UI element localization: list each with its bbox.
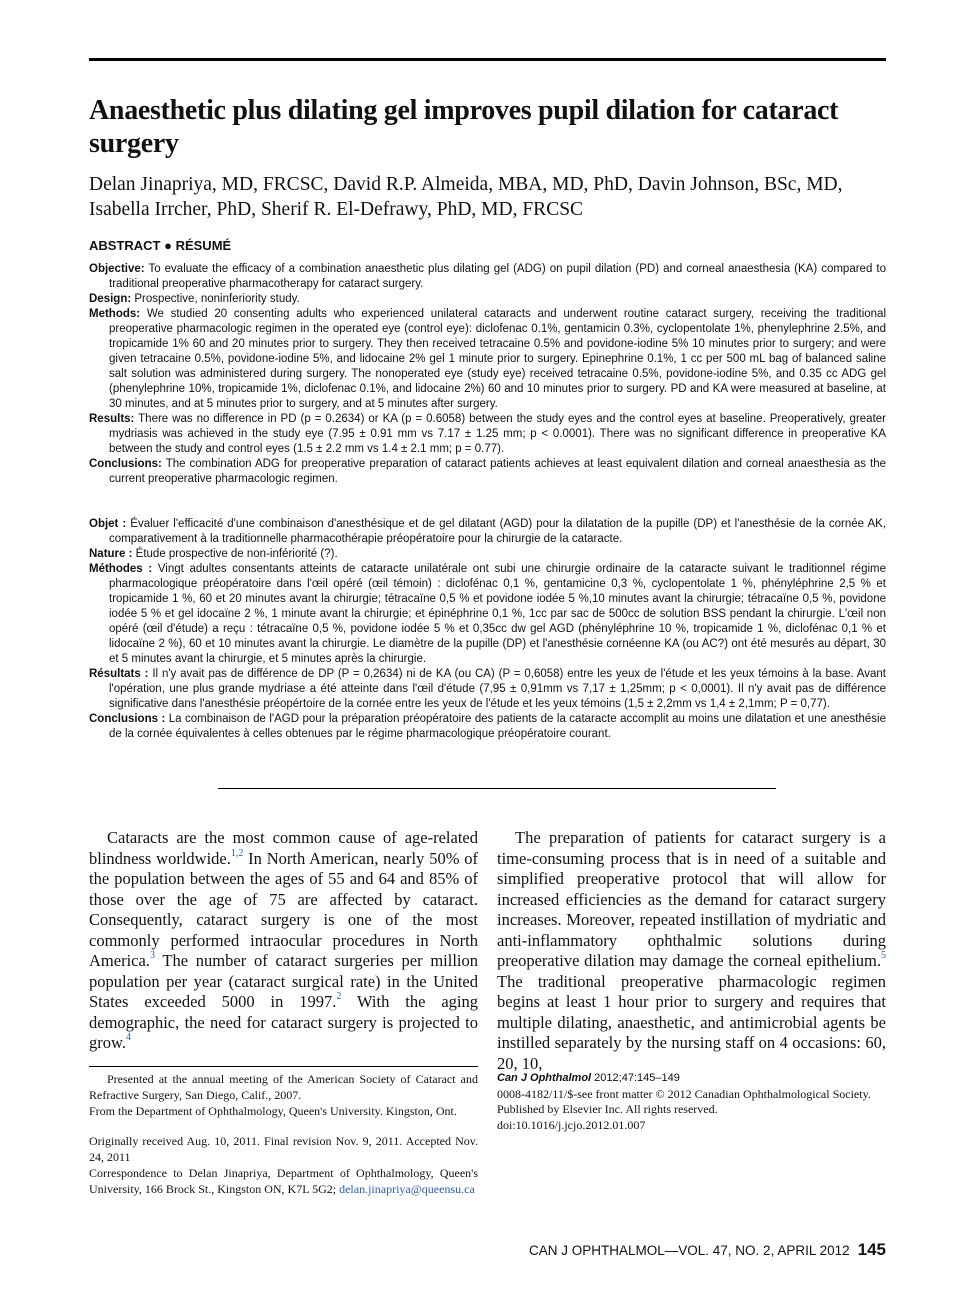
article-title: Anaesthetic plus dilating gel improves pupil dilation for cataract surgery [89,95,839,159]
citation-link[interactable]: 5 [881,950,886,961]
resume-resultats-label: Résultats : [89,668,149,680]
resume-conclusions [89,712,886,742]
page-number: 145 [857,1240,886,1259]
body-paragraph-left [89,828,478,1054]
abstract-methods-text: We studied 20 consenting adults who experienced unilateral cataracts and underwent routine cataract surgery, receiving the traditional preoperative pharmacologic regimen in the operated eye (control eye): diclofenac 0.1%, gentamicin 0.3%, cyclopentolate 1%, phenylephrine 2.5%, and tropicamide 1% 60 and 20 minutes prior to surgery. They then received tetracaine 0.5% and povidone-iodine 5% 10 minutes prior to surgery; and were given tetracaine 0.5%, povidone-iodine 5%, and lidocaine 2% gel 1 minute prior to surgery. Epinephrine 0.1%, 1 cc per 500 mL bag of balanced saline salt solution was administered during surgery. The nonoperated eye (study eye) received tetracaine 0.5%, povidone-iodine 5%, and 0.35 cc ADG gel (phenylephrine 10%, tropicamide 1%, diclofenac 0.1%, and lidocaine 2%) 60 and 10 minutes prior to surgery. PD and KA were measured at baseline, at 30 minutes, and at 5 minutes prior to surgery, and at 5 minutes after surgery. [109,308,886,410]
footnote-affiliation: From the Department of Ophthalmology, Queen's University. Kingston, Ont. [89,1104,457,1118]
citation-link[interactable]: 1,2 [230,847,244,859]
author-list: Delan Jinapriya, MD, FRCSC, David R.P. Almeida, MBA, MD, PhD, Davin Johnson, BSc, MD, Isabella Irrcher, PhD, Sherif R. El-Defrawy, PhD, MD, FRCSC [89,174,843,220]
resume-conclusions-text: La combinaison de l'AGD pour la préparation préopératoire des patients de la cataracte accomplit au moins une dilatation et une anesthésie de la cornée équivalentes à celles obtenues par le régime pharmacologique préopératoire courant. [109,713,886,740]
resume-nature [89,547,886,562]
abstract-conclusions [89,457,886,487]
resume-nature-text: Étude prospective de non-infériorité (?). [135,548,338,560]
footnote-presented: Presented at the annual meeting of the American Society of Cataract and Refractive Surgery, San Diego, Calif., 2007. [89,1072,478,1102]
footnote-correspondence [89,1165,478,1197]
resume-methodes [89,562,886,667]
page-footer [529,1240,886,1260]
abstract-french [89,517,886,742]
resume-objet-label: Objet : [89,518,127,530]
abstract-methods-label: Methods: [89,308,141,320]
abstract-objective-text: To evaluate the efficacy of a combination anaesthetic plus dilating gel (ADG) on pupil dilation (PD) and corneal anaesthesia (KA) compared to traditional preoperative pharmacotherapy for cataract surgery. [109,263,886,290]
footnote-received: Originally received Aug. 10, 2011. Final revision Nov. 9, 2011. Accepted Nov. 24, 2011 [89,1134,478,1164]
citation-link[interactable]: 4 [125,1032,131,1043]
email-link[interactable]: delan.jinapriya@queensu.ca [339,1182,475,1196]
resume-conclusions-label: Conclusions : [89,713,166,725]
abstract-conclusions-label: Conclusions: [89,458,162,470]
abstract-design-text: Prospective, noninferiority study. [134,293,300,305]
abstract-design [89,292,886,307]
abstract-heading: ABSTRACT ● RÉSUMÉ [89,238,232,253]
resume-objet-text: Évaluer l'efficacité d'une combinaison d'anesthésique et de gel dilatant (AGD) pour la dilatation de la pupille (DP) et l'anesthésie de la cornée AK, comparativement à la traditionnelle pharmacothérapie préopératoire pour la chirurgie de la cataracte. [109,518,886,545]
body-left-text-1: Cataracts are the most common cause of age-related blindness worldwide. [89,828,478,868]
body-left-text-4: With the aging demographic, the need for cataract surgery is projected to grow. [89,992,478,1052]
journal-name: Can J Ophthalmol [497,1072,592,1084]
footnotes [89,1071,478,1197]
body-left-text-2: In North American, nearly 50% of the population between the ages of 55 and 64 and 85% of those over the age of 75 are affected by cataract. Consequently, cataract surgery is one of the most commonly performed intraocular procedures in North America. [89,848,479,970]
resume-objet [89,517,886,547]
abstract-results [89,412,886,457]
resume-nature-label: Nature : [89,548,133,560]
abstract-results-label: Results: [89,413,135,425]
citation-link[interactable]: 3 [149,950,155,961]
resume-methodes-text: Vingt adultes consentants atteints de cataracte unilatérale ont subi une chirurgie ordinaire de la cataracte suivant le traditionnel régime pharmacologique préopératoire dans l'œil opéré (œil témoin) : diclofénac 0,1 %, gentamicine 0,3 %, cyclopentolate 1 %, phényléphrine 2,5 % et tropicamide 1 %, 60 et 20 minutes avant la chirurgie; tétracaïne 0,5 % et povidone iodée 5 %,10 minutes avant la chirurgie; tétracaïne 0,5 %, povidone iodée 5 % et gel idocaïne 2 %, 1 minute avant la chirurgie; et épinéphrine 0,1 %, 1cc par sac de 500cc de solution BSS pendant la chirurgie. L'œil non opéré (œil d'étude) a reçu : tétracaïne 0,5 %, povidone iodée 5 % et 0,35cc dw gel AGD (phényléphrine 10 %, tropicamide 1 %, diclofénac 0,1 % et lidocaïne 2 %), 60 et 10 minutes avant la chirurgie. Le diamètre de la pupille (DP) et l'anesthésie cornéenne KA (ou AC?) ont été mesurés au départ, 30 et 5 minutes avant la chirurgie, et 5 minutes après la chirurgie. [109,563,887,665]
running-footer: CAN J OPHTHALMOL—VOL. 47, NO. 2, APRIL 2012 [529,1243,850,1258]
resume-methodes-label: Méthodes : [89,563,153,575]
top-rule [89,58,886,61]
abstract-conclusions-text: The combination ADG for preoperative preparation of cataract patients achieves at least equivalent dilation and corneal anaesthesia as the current preoperative pharmacologic regimen. [109,458,886,485]
journal-citation [497,1071,886,1087]
publication-info [497,1071,886,1133]
abstract-design-label: Design: [89,293,132,305]
abstract-methods [89,307,886,412]
abstract-divider [218,788,776,789]
body-left-text-3: The number of cataract surgeries per million population per year (cataract surgical rate) in the United States exceeded 5000 in 1997. [89,951,478,1011]
abstract-english [89,262,886,487]
footnote-gap [89,1119,478,1133]
abstract-objective-label: Objective: [89,263,145,275]
body-right-text-2: The traditional preoperative pharmacologic regimen begins at least 1 hour prior to surgery and requires that multiple dilating, anaesthetic, and antimicrobial agents be instilled separately by the nursing staff on 4 occasions: 60, 20, 10, [497,971,886,1073]
footnote-correspondence-text: Correspondence to Delan Jinapriya, Department of Ophthalmology, Queen's University, 166 Brock St., Kingston ON, K7L 5G2; [89,1166,478,1196]
journal-volume: 2012;47:145–149 [591,1072,680,1084]
resume-resultats [89,667,886,712]
body-right-text-1: The preparation of patients for cataract surgery is a time-consuming process that is in need of a suitable and simplified preoperative protocol that will allow for increased efficiencies as the demand for cataract surgery increases. Moreover, repeated instillation of mydriatic and anti-inflammatory ophthalmic solutions during preoperative dilation may damage the corneal epithelium. [497,828,886,970]
copyright-notice: 0008-4182/11/$-see front matter © 2012 Canadian Ophthalmological Society. Published by Elsevier Inc. All rights reserved. [497,1086,871,1116]
doi-link[interactable]: doi:10.1016/j.jcjo.2012.01.007 [497,1117,646,1132]
footnote-rule [89,1066,478,1067]
abstract-objective [89,262,886,292]
citation-link[interactable]: 2 [336,991,342,1002]
resume-resultats-text: Il n'y avait pas de différence de DP (P = 0,2634) ni de KA (ou CA) (P = 0,6058) entre les yeux de l'étude et les yeux témoins à la base. Avant l'opération, une plus grande mydriase a été atteinte dans l'œil d'étude (7,95 ± 0,91mm vs 7,17 ± 1,25mm; p < 0,0001). Il n'y avait pas de différence significative dans l'anesthésie préopértoire de la cornée entre les yeux de l'étude et les yeux témoins (1,5 ± 2,2mm vs 1,4 ± 2,1mm; P = 0,77). [109,668,887,710]
body-paragraph-right [497,828,886,1074]
abstract-results-text: There was no difference in PD (p = 0.2634) or KA (p = 0.6058) between the study eyes and the control eyes at baseline. Preoperatively, greater mydriasis was achieved in the study eye (7.95 ± 0.91 mm vs 7.17 ± 1.25 mm; p < 0.0001). There was no significant difference in preoperative KA between the study and control eyes (1.5 ± 2.2 mm vs 1.4 ± 2.1 mm; p = 0.77). [109,413,886,455]
